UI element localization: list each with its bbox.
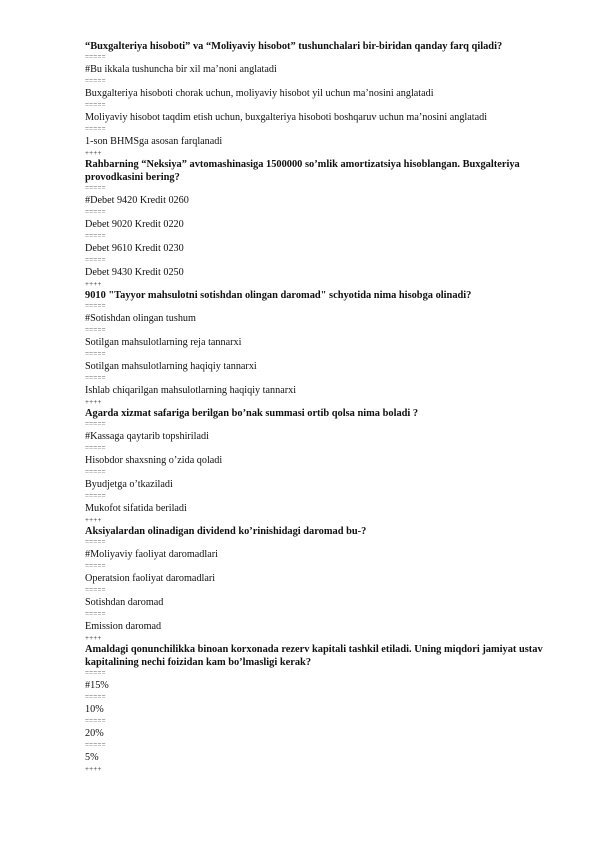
answer-option: Sotilgan mahsulotlarning haqiqiy tannarxi (85, 361, 257, 372)
separator-line: ===== (85, 326, 106, 334)
separator-line: ===== (85, 669, 106, 677)
answer-option: #Debet 9420 Kredit 0260 (85, 195, 189, 206)
answer-option: Ishlab chiqarilgan mahsulotlarning haqiqiy tannarxi (85, 385, 297, 396)
question-block (85, 407, 545, 525)
end-marker: ++++ (85, 516, 102, 524)
separator-line: ===== (85, 538, 106, 546)
separator-line: ===== (85, 444, 106, 452)
separator-line: ===== (85, 468, 106, 476)
answer-option: Operatsion faoliyat daromadlari (85, 573, 216, 584)
separator-line: ===== (85, 562, 106, 570)
question-block (85, 40, 545, 158)
answer-option: 5% (85, 752, 99, 763)
question-text: 9010 "Tayyor mahsulotni sotishdan olingan daromad" schyotida nima hisobga olinadi? (85, 290, 472, 301)
answer-option: Moliyaviy hisobot taqdim etish uchun, buxgalteriya hisoboti boshqaruv uchun ma’nosini anglatadi (85, 112, 488, 123)
separator-line: ===== (85, 374, 106, 382)
separator-line: ===== (85, 256, 106, 264)
answer-option: Sotishdan daromad (85, 597, 164, 608)
answer-option: Buxgalteriya hisoboti chorak uchun, moliyaviy hisobot yil uchun ma’nosini anglatadi (85, 88, 434, 99)
answer-option: #Sotishdan olingan tushum (85, 313, 196, 324)
separator-line: ===== (85, 693, 106, 701)
separator-line: ===== (85, 610, 106, 618)
separator-line: ===== (85, 741, 106, 749)
question-block (85, 643, 545, 774)
answer-option: Hisobdor shaxsning o’zida qoladi (85, 455, 223, 466)
separator-line: ===== (85, 302, 106, 310)
separator-line: ===== (85, 184, 106, 192)
separator-line: ===== (85, 53, 106, 61)
answer-option: Debet 9430 Kredit 0250 (85, 267, 184, 278)
answer-option: #Moliyaviy faoliyat daromadlari (85, 549, 218, 560)
separator-line: ===== (85, 125, 106, 133)
question-text: “Buxgalteriya hisoboti” va “Moliyaviy hisobot” tushunchalari bir-biridan qanday farq qiladi? (85, 41, 503, 52)
answer-option: #Bu ikkala tushuncha bir xil ma’noni anglatadi (85, 64, 277, 75)
separator-line: ===== (85, 350, 106, 358)
question-text: Rahbarning “Neksiya” avtomashinasiga 1500000 so’mlik amortizatsiya hisoblangan. Buxgalteriya provodkasini bering? (85, 159, 520, 183)
separator-line: ===== (85, 77, 106, 85)
separator-line: ===== (85, 717, 106, 725)
answer-option: Debet 9020 Kredit 0220 (85, 219, 184, 230)
end-marker: ++++ (85, 765, 102, 773)
separator-line: ===== (85, 492, 106, 500)
question-block (85, 158, 545, 289)
question-text: Amaldagi qonunchilikka binoan korxonada rezerv kapitali tashkil etiladi. Uning miqdori jamiyat ustav kapitalining nechi foizidan kam bo’lmasligi kerak? (85, 644, 543, 668)
answer-option: #Kassaga qaytarib topshiriladi (85, 431, 209, 442)
end-marker: ++++ (85, 398, 102, 406)
separator-line: ===== (85, 101, 106, 109)
question-text: Agarda xizmat safariga berilgan bo’nak summasi ortib qolsa nima boladi ? (85, 408, 419, 419)
answer-option: Debet 9610 Kredit 0230 (85, 243, 184, 254)
separator-line: ===== (85, 420, 106, 428)
end-marker: ++++ (85, 634, 102, 642)
answer-option: Mukofot sifatida beriladi (85, 503, 187, 514)
answer-option: Sotilgan mahsulotlarning reja tannarxi (85, 337, 242, 348)
answer-option: #15% (85, 680, 109, 691)
answer-option: Emission daromad (85, 621, 162, 632)
answer-option: 20% (85, 728, 104, 739)
question-text: Aksiyalardan olinadigan dividend ko’rinishidagi daromad bu-? (85, 526, 367, 537)
separator-line: ===== (85, 232, 106, 240)
answer-option: 10% (85, 704, 104, 715)
separator-line: ===== (85, 208, 106, 216)
question-block (85, 289, 545, 407)
answer-option: 1-son BHMSga asosan farqlanadi (85, 136, 223, 147)
separator-line: ===== (85, 586, 106, 594)
question-block (85, 525, 545, 643)
end-marker: ++++ (85, 280, 102, 288)
answer-option: Byudjetga o’tkaziladi (85, 479, 173, 490)
document-page (85, 40, 545, 774)
end-marker: ++++ (85, 149, 102, 157)
